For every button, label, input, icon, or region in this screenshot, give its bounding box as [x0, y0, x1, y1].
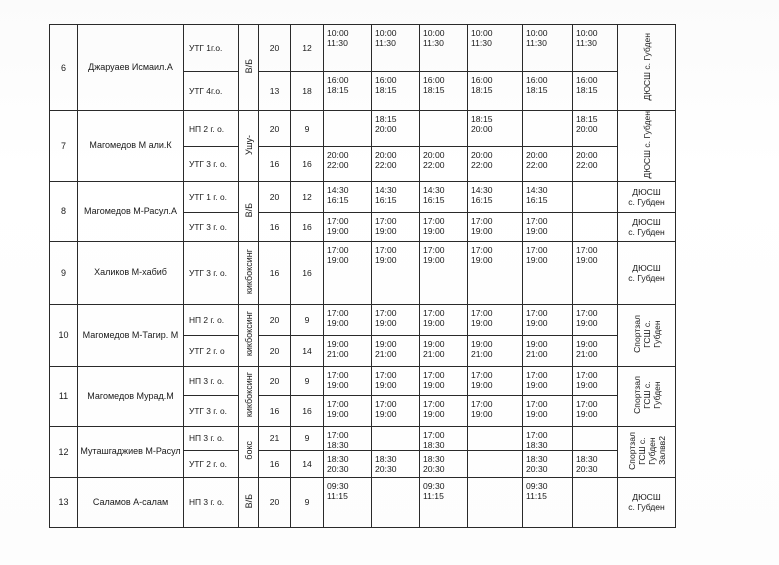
sport-label: кикбоксинг: [243, 372, 254, 418]
time-slot: 10:00 11:30: [573, 25, 618, 72]
coach-name: Магомедов М-Тагир. М: [78, 304, 184, 366]
coach-name: Магомедов М али.К: [78, 111, 184, 182]
location-label: ДЮСШ с. Губден: [628, 262, 665, 283]
time-slot: 20:00 22:00: [523, 147, 573, 181]
group-label: НП 2 г. о.: [184, 304, 239, 335]
students-count: 20: [259, 477, 291, 527]
time-slot: 17:00 19:00: [468, 395, 523, 426]
time-slot: 20:00 22:00: [468, 147, 523, 181]
location-label: ДЮСШ с. Губден: [628, 492, 665, 512]
hours-count: 9: [291, 304, 324, 335]
time-slot: 17:00 19:00: [523, 212, 573, 241]
students-count: 20: [259, 366, 291, 395]
group-label: УТГ 3 г. о.: [184, 241, 239, 304]
time-slot: 20:00 22:00: [372, 147, 420, 181]
sport-cell: [239, 366, 259, 426]
students-count: 20: [259, 304, 291, 335]
time-slot: 17:00 19:00: [573, 395, 618, 426]
row-number: 7: [50, 111, 78, 182]
time-slot: 20:00 22:00: [324, 147, 372, 181]
students-count: 13: [259, 72, 291, 111]
time-slot: 18:15 20:00: [468, 111, 523, 147]
coach-name: Магомедов М-Расул.А: [78, 181, 184, 241]
table-row: [50, 304, 676, 335]
time-slot: 17:00 19:00: [523, 395, 573, 426]
time-slot: 14:30 16:15: [372, 181, 420, 212]
location-label: ДЮСШ с. Губден: [628, 186, 665, 207]
time-slot: 09:30 11:15: [523, 477, 573, 527]
time-slot: [372, 477, 420, 527]
time-slot: 18:30 20:30: [372, 450, 420, 477]
time-slot: 10:00 11:30: [372, 25, 420, 72]
time-slot: 16:00 18:15: [420, 72, 468, 111]
hours-count: 16: [291, 241, 324, 304]
time-slot: 17:00 19:00: [324, 212, 372, 241]
time-slot: 17:00 19:00: [372, 395, 420, 426]
time-slot: 16:00 18:15: [372, 72, 420, 111]
time-slot: 19:00 21:00: [372, 335, 420, 366]
hours-count: 9: [291, 426, 324, 450]
time-slot: 10:00 11:30: [468, 25, 523, 72]
time-slot: 17:00 19:00: [523, 241, 573, 304]
group-label: УТГ 3 г. о.: [184, 395, 239, 426]
group-label: НП 2 г. о.: [184, 111, 239, 147]
students-count: 20: [259, 335, 291, 366]
location-cell: [618, 181, 676, 212]
sport-cell: [239, 111, 259, 182]
time-slot: 17:00 19:00: [372, 241, 420, 304]
time-slot: 10:00 11:30: [324, 25, 372, 72]
students-count: 16: [259, 212, 291, 241]
time-slot: 17:00 19:00: [523, 366, 573, 395]
students-count: 16: [259, 395, 291, 426]
time-slot: 17:00 19:00: [324, 395, 372, 426]
row-number: 8: [50, 181, 78, 241]
coach-name: Джаруаев Исмаил.А: [78, 25, 184, 111]
table-row: [50, 366, 676, 395]
hours-count: 9: [291, 477, 324, 527]
students-count: 16: [259, 147, 291, 181]
students-count: 16: [259, 450, 291, 477]
schedule-table: [49, 24, 676, 528]
time-slot: [468, 477, 523, 527]
group-label: УТГ 2 г. о.: [184, 450, 239, 477]
location-label: ДЮСШ с. Губден: [641, 32, 652, 101]
location-cell: [618, 477, 676, 527]
sport-label: В/Б: [243, 202, 254, 218]
students-count: 16: [259, 241, 291, 304]
time-slot: [372, 426, 420, 450]
group-label: НП 3 г. о.: [184, 477, 239, 527]
time-slot: 17:00 19:00: [420, 395, 468, 426]
location-label: Спортзал ГСШ с. Губден Залвв2: [626, 431, 667, 470]
group-label: УТГ 3 г. о.: [184, 212, 239, 241]
time-slot: 17:00 19:00: [420, 241, 468, 304]
table-row: [50, 426, 676, 450]
hours-count: 12: [291, 25, 324, 72]
time-slot: 16:00 18:15: [523, 72, 573, 111]
coach-name: Магомедов Мурад.М: [78, 366, 184, 426]
group-label: НП 3 г. о.: [184, 366, 239, 395]
time-slot: 17:00 19:00: [324, 366, 372, 395]
row-number: 12: [50, 426, 78, 477]
sport-cell: [239, 477, 259, 527]
time-slot: 18:15 20:00: [573, 111, 618, 147]
sport-label: кикбоксинг: [243, 248, 254, 295]
students-count: 21: [259, 426, 291, 450]
coach-name: Саламов А-салам: [78, 477, 184, 527]
location-cell: [618, 241, 676, 304]
students-count: 20: [259, 111, 291, 147]
time-slot: [324, 111, 372, 147]
row-number: 10: [50, 304, 78, 366]
row-number: 11: [50, 366, 78, 426]
row-number: 6: [50, 25, 78, 111]
time-slot: 17:00 18:30: [324, 426, 372, 450]
sport-cell: [239, 241, 259, 304]
sport-cell: [239, 25, 259, 111]
group-label: УТГ 3 г. о.: [184, 147, 239, 181]
table-row: [50, 241, 676, 304]
students-count: 20: [259, 181, 291, 212]
group-label: НП 3 г. о.: [184, 426, 239, 450]
time-slot: 18:30 20:30: [420, 450, 468, 477]
coach-name: Муташгаджиев М-Расул: [78, 426, 184, 477]
coach-name: Халиков М-хабиб: [78, 241, 184, 304]
time-slot: 14:30 16:15: [324, 181, 372, 212]
time-slot: [573, 477, 618, 527]
time-slot: 14:30 16:15: [468, 181, 523, 212]
time-slot: 20:00 22:00: [420, 147, 468, 181]
time-slot: [573, 426, 618, 450]
sport-label: бокс: [243, 441, 254, 460]
time-slot: [468, 450, 523, 477]
time-slot: 16:00 18:15: [573, 72, 618, 111]
time-slot: 17:00 19:00: [468, 212, 523, 241]
table-row: [50, 25, 676, 72]
time-slot: 17:00 19:00: [420, 212, 468, 241]
time-slot: 17:00 19:00: [468, 304, 523, 335]
time-slot: 14:30 16:15: [523, 181, 573, 212]
time-slot: 17:00 19:00: [324, 241, 372, 304]
time-slot: [573, 212, 618, 241]
time-slot: 19:00 21:00: [324, 335, 372, 366]
time-slot: 09:30 11:15: [324, 477, 372, 527]
time-slot: 17:00 19:00: [372, 304, 420, 335]
time-slot: 17:00 18:30: [523, 426, 573, 450]
time-slot: 14:30 16:15: [420, 181, 468, 212]
time-slot: 19:00 21:00: [523, 335, 573, 366]
sport-cell: [239, 426, 259, 477]
table-row: [50, 477, 676, 527]
location-cell: [618, 366, 676, 426]
time-slot: 17:00 19:00: [420, 366, 468, 395]
location-cell: [618, 426, 676, 477]
group-label: УТГ 1 г. о.: [184, 181, 239, 212]
hours-count: 9: [291, 111, 324, 147]
time-slot: 18:15 20:00: [372, 111, 420, 147]
time-slot: 17:00 19:00: [523, 304, 573, 335]
sport-label: В/Б: [243, 493, 254, 509]
sport-cell: [239, 304, 259, 366]
time-slot: 19:00 21:00: [420, 335, 468, 366]
time-slot: 10:00 11:30: [523, 25, 573, 72]
group-label: УТГ 1г.о.: [184, 25, 239, 72]
table-row: [50, 181, 676, 212]
time-slot: 10:00 11:30: [420, 25, 468, 72]
time-slot: 17:00 19:00: [420, 304, 468, 335]
table-row: [50, 111, 676, 147]
time-slot: 17:00 19:00: [324, 304, 372, 335]
time-slot: 17:00 19:00: [468, 366, 523, 395]
time-slot: [523, 111, 573, 147]
time-slot: 09:30 11:15: [420, 477, 468, 527]
hours-count: 14: [291, 335, 324, 366]
location-cell: [618, 304, 676, 366]
sport-label: Ушу-: [243, 134, 254, 155]
time-slot: 17:00 19:00: [573, 304, 618, 335]
location-cell: [618, 25, 676, 111]
hours-count: 14: [291, 450, 324, 477]
time-slot: 17:00 19:00: [468, 241, 523, 304]
hours-count: 16: [291, 147, 324, 181]
sport-cell: [239, 181, 259, 241]
time-slot: 17:00 18:30: [420, 426, 468, 450]
time-slot: 20:00 22:00: [573, 147, 618, 181]
hours-count: 18: [291, 72, 324, 111]
time-slot: 18:30 20:30: [523, 450, 573, 477]
hours-count: 12: [291, 181, 324, 212]
time-slot: 17:00 19:00: [573, 241, 618, 304]
location-label: Спортзал ГСШ с. Губден: [631, 376, 662, 414]
time-slot: 17:00 19:00: [573, 366, 618, 395]
location-label: ДЮСШ с. Губден: [628, 216, 665, 237]
hours-count: 16: [291, 212, 324, 241]
students-count: 20: [259, 25, 291, 72]
location-cell: [618, 111, 676, 182]
hours-count: 16: [291, 395, 324, 426]
row-number: 9: [50, 241, 78, 304]
time-slot: 17:00 19:00: [372, 212, 420, 241]
time-slot: [573, 181, 618, 212]
location-label: ДЮСШ с. Губден: [641, 111, 652, 179]
row-number: 13: [50, 477, 78, 527]
time-slot: 18:30 20:30: [573, 450, 618, 477]
time-slot: [468, 426, 523, 450]
time-slot: 17:00 19:00: [372, 366, 420, 395]
time-slot: [420, 111, 468, 147]
time-slot: 19:00 21:00: [573, 335, 618, 366]
sport-label: В/Б: [243, 59, 254, 74]
group-label: УТГ 2 г. о: [184, 335, 239, 366]
time-slot: 16:00 18:15: [468, 72, 523, 111]
hours-count: 9: [291, 366, 324, 395]
location-label: Спортзал ГСШ с. Губден: [631, 315, 662, 353]
time-slot: 18:30 20:30: [324, 450, 372, 477]
sport-label: кикбоксинг: [243, 311, 254, 357]
time-slot: 19:00 21:00: [468, 335, 523, 366]
location-cell: [618, 212, 676, 241]
group-label: УТГ 4г.о.: [184, 72, 239, 111]
time-slot: 16:00 18:15: [324, 72, 372, 111]
